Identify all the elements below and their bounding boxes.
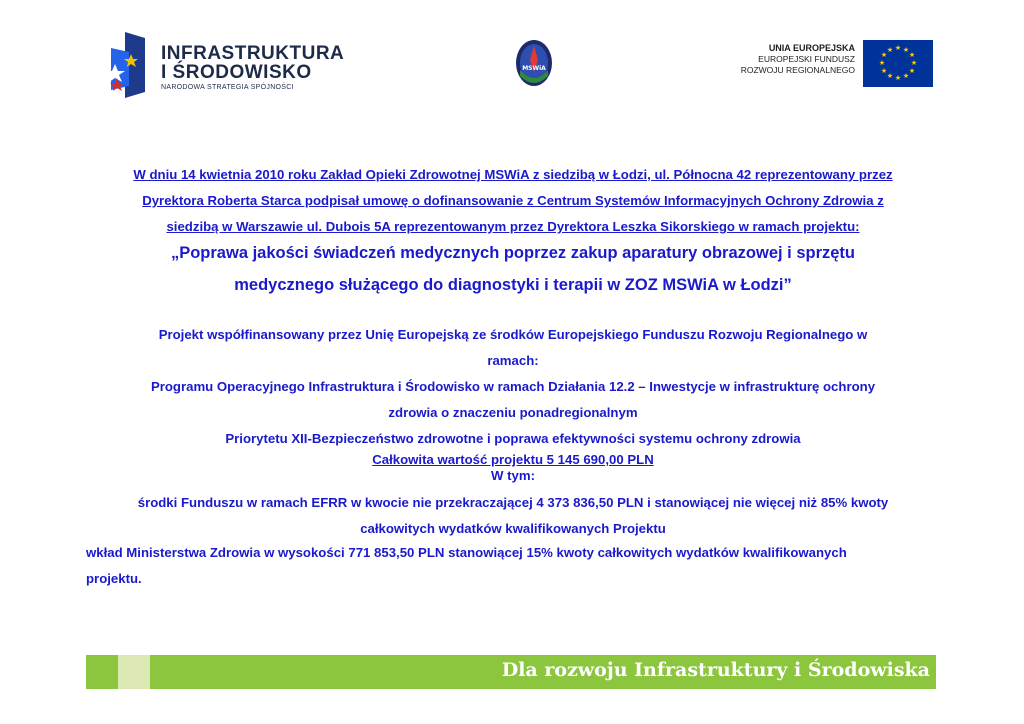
svg-text:★: ★ — [880, 51, 888, 59]
mswia-logo — [514, 38, 554, 88]
mswia-logo-text: MSWiA — [522, 65, 546, 72]
intro-paragraph — [80, 162, 946, 240]
of-which-label: W tym: — [491, 468, 535, 483]
logo-title-line1: INFRASTRUKTURA — [161, 43, 345, 64]
footer-segment-1 — [86, 655, 118, 689]
ministry-line-2: projektu. — [86, 571, 142, 586]
funding-line-5: Priorytetu XII-Bezpieczeństwo zdrowotne i poprawa efektywności systemu ochrony zdrowia — [225, 431, 801, 446]
svg-text:★: ★ — [902, 46, 910, 54]
svg-text:★: ★ — [894, 74, 902, 82]
svg-text:★: ★ — [886, 46, 894, 54]
efrr-line-2: całkowitych wydatków kwalifikowanych Projektu — [360, 521, 666, 536]
svg-text:★: ★ — [894, 44, 902, 52]
efrr-line-1: środki Funduszu w ramach EFRR w kwocie nie przekraczającej 4 373 836,50 PLN i stanowiącej nie więcej niż 85% kwoty — [137, 495, 889, 510]
svg-text:★: ★ — [910, 59, 918, 67]
svg-text:★: ★ — [908, 67, 916, 75]
efrr-block — [80, 490, 946, 542]
funding-line-4: zdrowia o znaczeniu ponadregionalnym — [388, 405, 638, 420]
project-title-line-1: „Poprawa jakości świadczeń medycznych poprzez zakup aparatury obrazowej i sprzętu — [170, 244, 856, 262]
intro-line-2: Dyrektora Roberta Starca podpisał umowę o dofinansowanie z Centrum Systemów Informacyjnych Ochrony Zdrowia z — [142, 193, 884, 208]
infrastruktura-srodowisko-logo — [103, 30, 345, 100]
svg-text:★: ★ — [902, 72, 910, 80]
eu-logo — [729, 37, 935, 88]
project-title — [80, 237, 946, 301]
intro-line-1: W dniu 14 kwietnia 2010 roku Zakład Opieki Zdrowotnej MSWiA z siedzibą w Łodzi, ul. Północna 42 reprezentowany przez — [133, 167, 893, 182]
svg-text:★: ★ — [880, 67, 888, 75]
eu-title: UNIA EUROPEJSKA — [768, 43, 855, 53]
eu-flag-icon — [863, 40, 933, 87]
ministry-block — [86, 540, 952, 592]
funding-line-2: ramach: — [487, 353, 539, 368]
footer-slogan: Dla rozwoju Infrastruktury i Środowiska — [501, 659, 930, 681]
project-title-line-2: medycznego służącego do diagnostyki i terapii w ZOZ MSWiA w Łodzi” — [234, 276, 792, 294]
logo-subtitle: NARODOWA STRATEGIA SPÓJNOŚCI — [161, 84, 294, 91]
funding-line-3: Programu Operacyjnego Infrastruktura i Środowisko w ramach Działania 12.2 – Inwestycje w infrastrukturę ochrony — [150, 379, 876, 394]
total-value-block — [80, 452, 946, 484]
flag-star-icon — [103, 30, 159, 100]
ministry-line-1: wkład Ministerstwa Zdrowia w wysokości 771 853,50 PLN stanowiącej 15% kwoty całkowitych wydatków kwalifikowanych — [86, 545, 847, 560]
logo-title-line2: I ŚRODOWISKO — [161, 62, 312, 83]
eu-fund-line2: ROZWOJU REGIONALNEGO — [740, 65, 855, 75]
svg-text:★: ★ — [878, 59, 886, 67]
funding-line-1: Projekt współfinansowany przez Unię Europejską ze środków Europejskiego Funduszu Rozwoju Regionalnego w — [158, 327, 868, 342]
svg-text:★: ★ — [908, 51, 916, 59]
footer-banner — [86, 655, 936, 689]
funding-paragraph — [80, 322, 946, 452]
svg-text:★: ★ — [886, 72, 894, 80]
eu-fund-line1: EUROPEJSKI FUNDUSZ — [758, 54, 855, 64]
footer-segment-2 — [118, 655, 150, 689]
intro-line-3: siedzibą w Warszawie ul. Dubois 5A reprezentowanym przez Dyrektora Leszka Sikorskiego w ramach projektu: — [166, 219, 860, 234]
total-value: Całkowita wartość projektu 5 145 690,00 PLN — [372, 452, 654, 467]
